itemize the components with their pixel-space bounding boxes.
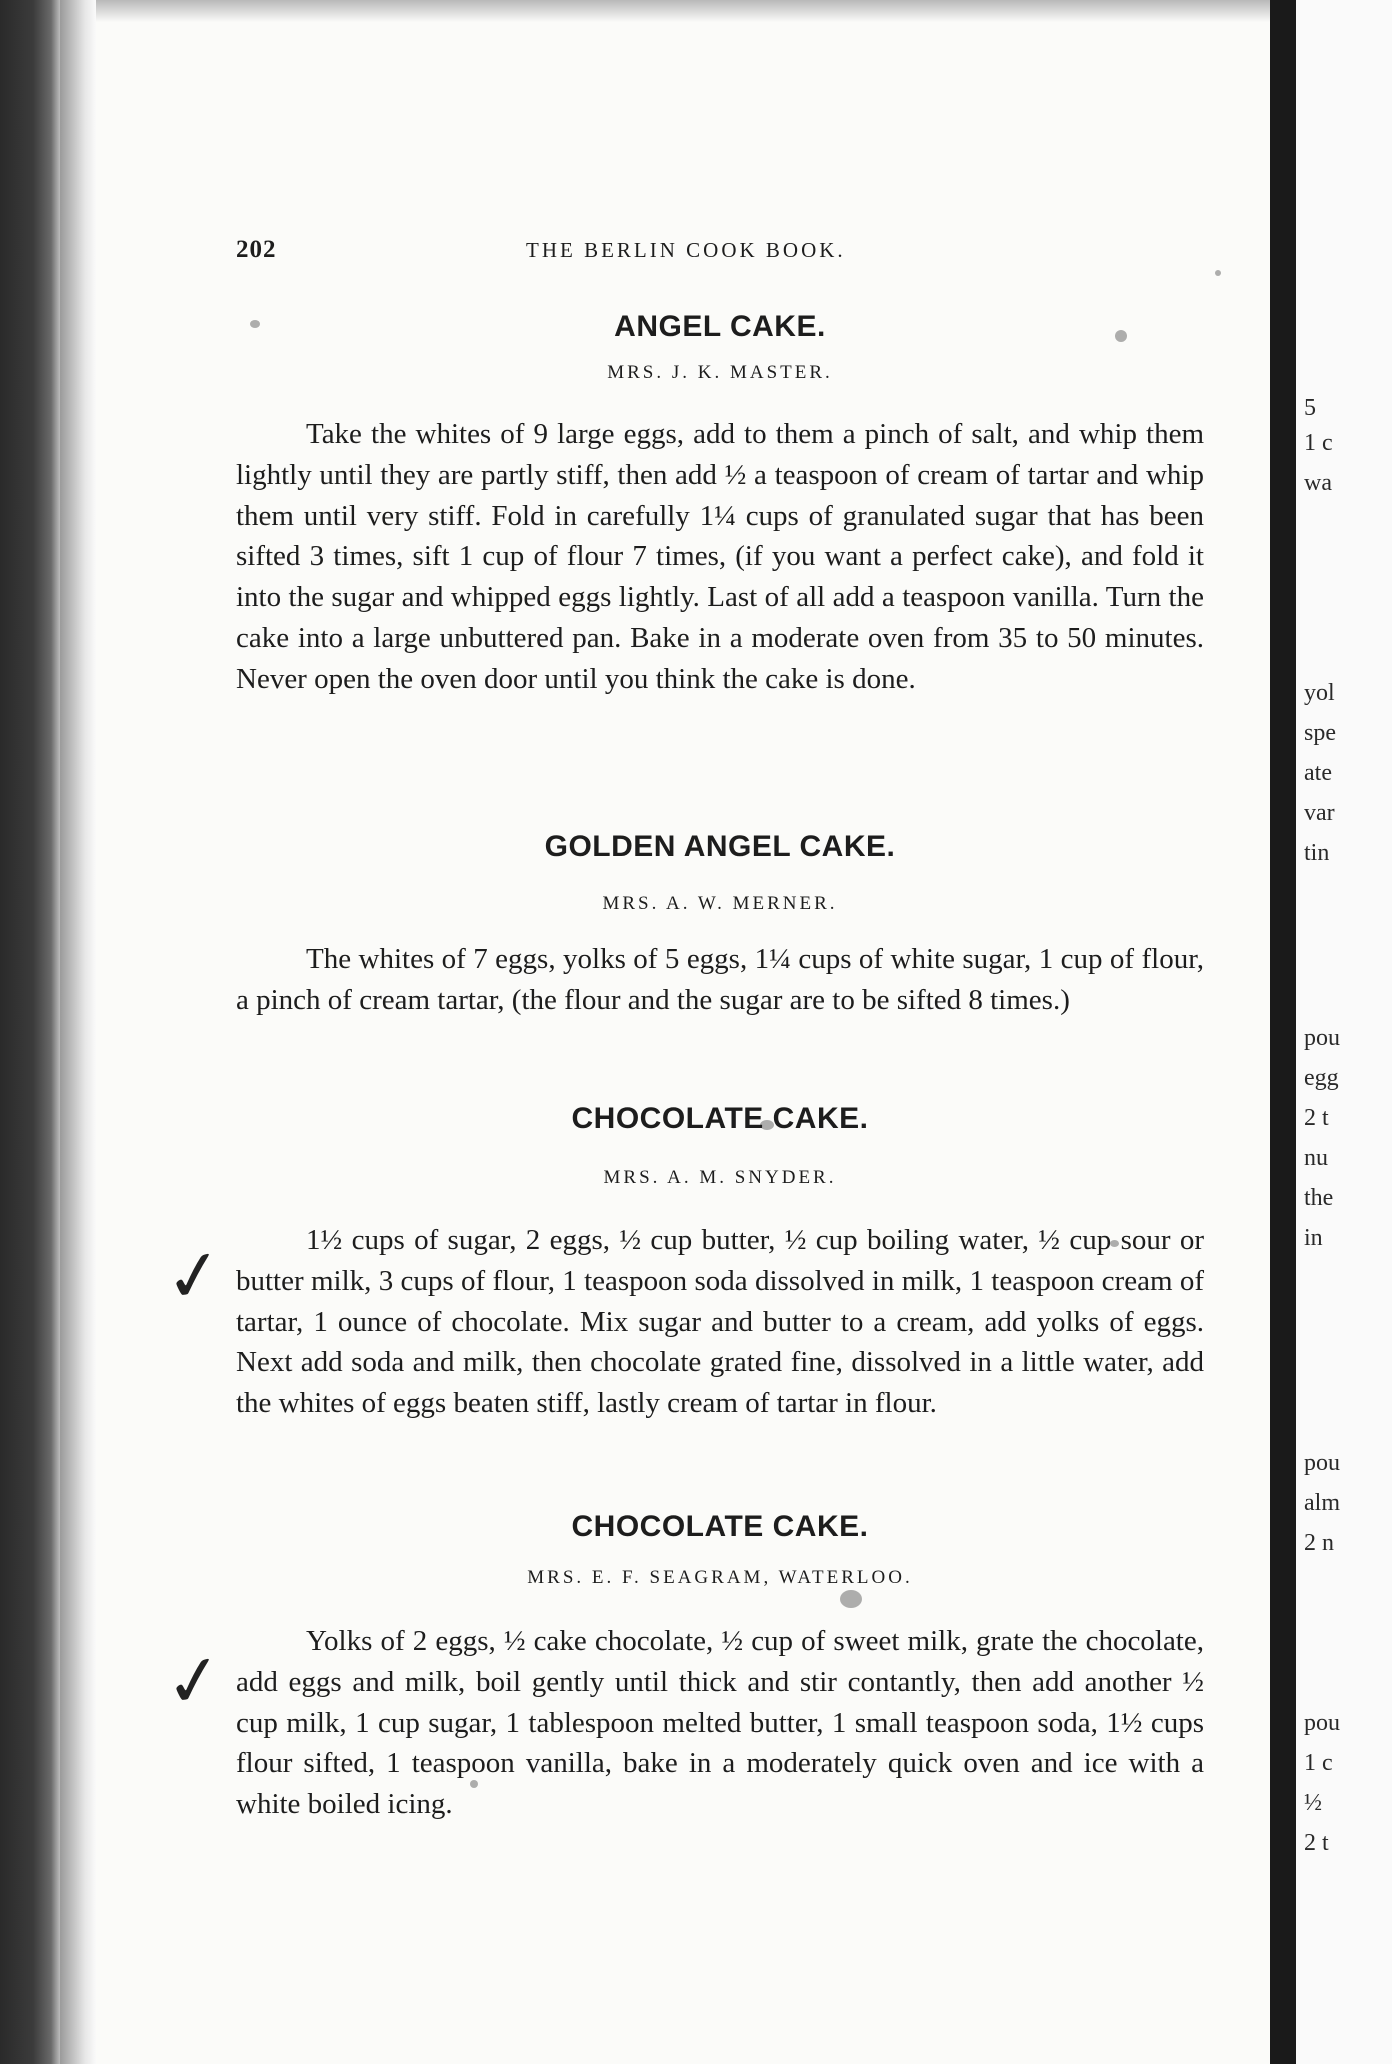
recipe-title: ANGEL CAKE.	[614, 310, 826, 343]
handwritten-check-mark: ✓	[159, 1231, 230, 1321]
facing-page-fragment: pou	[1304, 1710, 1340, 1736]
facing-page-fragment: in	[1304, 1225, 1323, 1251]
recipe-author: MRS. J. K. MASTER.	[607, 362, 833, 383]
recipe-text: 1½ cups of sugar, 2 eggs, ½ cup butter, ½ cup boiling water, ½ cup sour or butter milk, 3 cups of flour, 1 teaspoon soda dissolved in milk, 1 teaspoon cream of tartar, 1 ounce of chocolate. Mix sugar and butter to a cream, add yolks of eggs. Next add soda and milk, then chocolate grated fine, dissolved in a little water, add the whites of eggs beaten stiff, lastly cream of tartar in flour.	[236, 1224, 1204, 1420]
facing-page-fragment: pou	[1304, 1450, 1340, 1476]
book-spine-shadow	[0, 0, 60, 2064]
facing-page-fragment: ½	[1304, 1790, 1322, 1816]
facing-page-fragment: nu	[1304, 1145, 1328, 1171]
book-title: THE BERLIN COOK BOOK.	[526, 238, 846, 262]
recipe-text: The whites of 7 eggs, yolks of 5 eggs, 1¼ cups of white sugar, 1 cup of flour, a pinch of cream tartar, (the flour and the sugar are to be sifted 8 times.)	[236, 943, 1204, 1016]
facing-page-fragment: alm	[1304, 1490, 1340, 1516]
recipe-title: GOLDEN ANGEL CAKE.	[544, 830, 896, 863]
recipe-text: Take the whites of 9 large eggs, add to them a pinch of salt, and whip them lightly until they are partly stiff, then add ½ a teaspoon of cream of tartar and whip them until very stiff. Fold in carefully 1¼ cups of granulated sugar that has been sifted 3 times, sift 1 cup of flour 7 times, (if you want a perfect cake), and fold it into the sugar and whipped eggs lightly. Last of all add a teaspoon vanilla. Turn the cake into a large unbuttered pan. Bake in a moderate oven from 35 to 50 minutes. Never open the oven door until you think the cake is done.	[236, 418, 1204, 695]
facing-page-fragment: 2 n	[1304, 1530, 1334, 1556]
scan-speck	[1215, 270, 1221, 276]
facing-page-fragment: spe	[1304, 720, 1336, 746]
handwritten-check-mark: ✓	[159, 1636, 230, 1726]
recipe-text: Yolks of 2 eggs, ½ cake chocolate, ½ cup of sweet milk, grate the chocolate, add eggs and milk, boil gently until thick and stir contantly, then add another ½ cup milk, 1 cup sugar, 1 tablespoon melted butter, 1 small teaspoon soda, 1½ cups flour sifted, 1 teaspoon vanilla, bake in a moderately quick oven and ice with a white boiled icing.	[236, 1625, 1204, 1821]
facing-page-fragment: pou	[1304, 1025, 1340, 1051]
facing-page-fragment: ate	[1304, 760, 1332, 786]
recipe-author: MRS. A. M. SNYDER.	[603, 1167, 837, 1188]
spine-edge	[60, 0, 96, 2064]
recipe-title: CHOCOLATE CAKE.	[571, 1510, 869, 1543]
facing-page-fragment: the	[1304, 1185, 1334, 1211]
facing-page-fragment: egg	[1304, 1065, 1339, 1091]
facing-page-fragment: 1 c	[1304, 1750, 1333, 1776]
recipe-title: CHOCOLATE CAKE.	[571, 1102, 869, 1135]
facing-page-fragment: 1 c	[1304, 430, 1333, 456]
facing-page-fragment: var	[1304, 800, 1335, 826]
facing-page-edge	[1296, 0, 1392, 2064]
scan-speck	[840, 1590, 862, 1608]
page-gutter	[1270, 0, 1296, 2064]
running-head	[236, 236, 1236, 268]
page-top-shadow	[96, 0, 1270, 22]
facing-page-fragment: tin	[1304, 840, 1330, 866]
page-number: 202	[236, 236, 277, 263]
facing-page-fragment: 2 t	[1304, 1105, 1329, 1131]
recipe-author: MRS. E. F. SEAGRAM, WATERLOO.	[527, 1567, 913, 1588]
facing-page-fragment: yol	[1304, 680, 1335, 706]
facing-page-fragment: wa	[1304, 470, 1332, 496]
facing-page-fragment: 5	[1304, 395, 1316, 421]
recipe-author: MRS. A. W. MERNER.	[602, 893, 838, 914]
facing-page-fragment: 2 t	[1304, 1830, 1329, 1856]
